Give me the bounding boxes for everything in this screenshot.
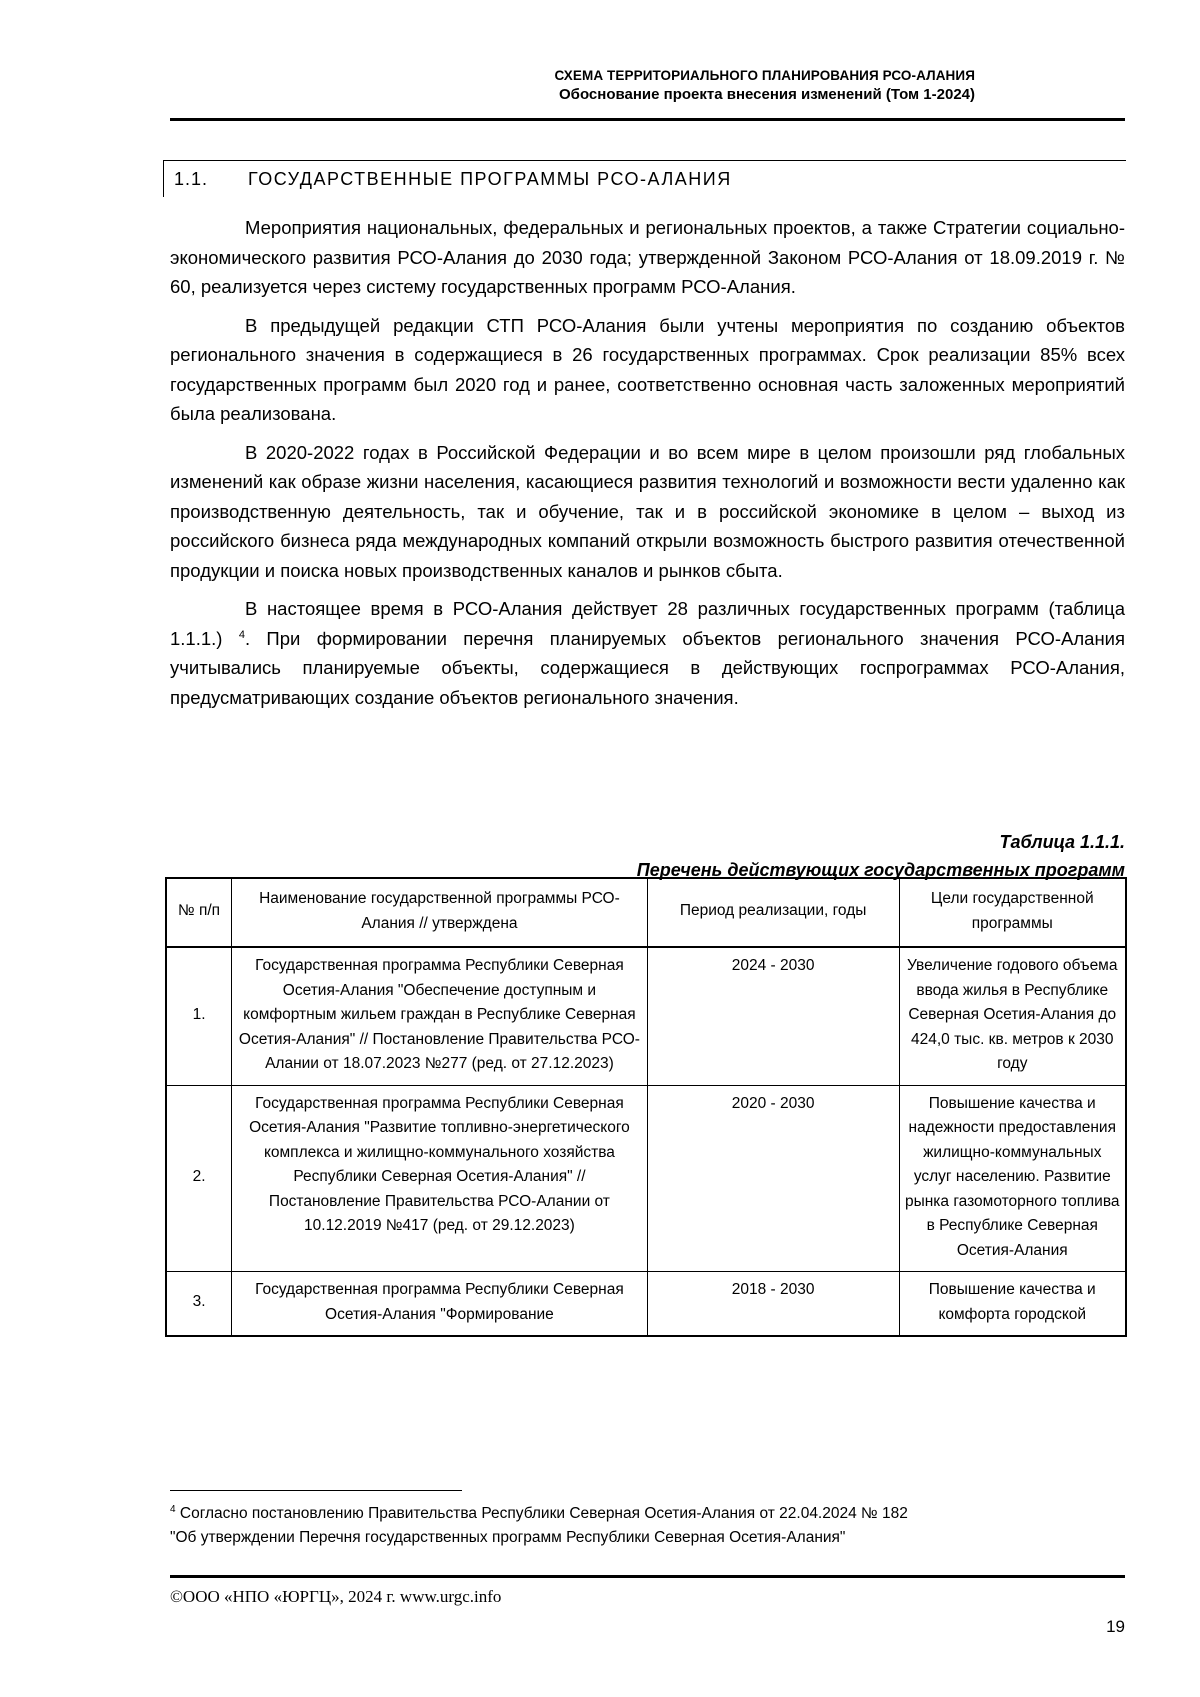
footnote-text: "Об утверждении Перечня государственных программ Республики Северная Осетия-Алания" [170, 1529, 846, 1546]
paragraph [170, 594, 1125, 712]
cell-goal: Увеличение годового объема ввода жилья в Республике Северная Осетия-Алания до 424,0 тыс. кв. метров к 2030 году [899, 947, 1126, 1085]
footnote-text: Согласно постановлению Правительства Республики Северная Осетия-Алания от 22.04.2024 № 182 [179, 1505, 908, 1522]
body-text [170, 213, 1125, 721]
column-header-period: Период реализации, годы [647, 878, 899, 947]
header-subtitle: Обоснование проекта внесения изменений (Том 1-2024) [559, 86, 975, 103]
section-title: ГОСУДАРСТВЕННЫЕ ПРОГРАММЫ РСО-АЛАНИЯ [248, 169, 732, 189]
column-header-number: № п/п [166, 878, 232, 947]
table-row [166, 1085, 1126, 1272]
cell-name: Государственная программа Республики Северная Осетия-Алания "Обеспечение доступным и комфортным жильем граждан в Республике Северная Осетия-Алания" // Постановление Правительства РСО-Алании от 18.07.2023 №277 (ред. от 27.12.2023) [232, 947, 648, 1085]
paragraph: В предыдущей редакции СТП РСО-Алания были учтены мероприятия по созданию объектов регионального значения в содержащиеся в 26 государственных программах. Срок реализации 85% всех государственных программ был 2020 год и ранее, соответственно основная часть заложенных мероприятий была реализована. [170, 314, 1125, 424]
programs-table [165, 877, 1127, 1337]
footnote [170, 1502, 1125, 1550]
cell-period: 2024 - 2030 [647, 947, 899, 1085]
table-number: Таблица 1.1.1. [999, 832, 1125, 852]
footnote-separator [170, 1490, 462, 1491]
paragraph: В 2020-2022 годах в Российской Федерации и во всем мире в целом произошли ряд глобальных изменений как образе жизни населения, касающиеся развития технологий и возможности вести удаленно как производственную деятельность, так и обучение, так и в российской экономике в целом – выход из российского бизнеса ряда международных компаний открыли возможность быстрого развития отечественной продукции и поиска новых производственных каналов и рынков сбыта. [170, 441, 1125, 581]
section-heading [163, 160, 1126, 197]
column-header-goals: Цели государственной программы [899, 878, 1126, 947]
table-row [166, 947, 1126, 1085]
cell-name: Государственная программа Республики Северная Осетия-Алания "Развитие топливно-энергетического комплекса и жилищно-коммунального хозяйства Республики Северная Осетия-Алания" // Постановление Правительства РСО-Алании от 10.12.2019 №417 (ред. от 29.12.2023) [232, 1085, 648, 1272]
section-number: 1.1. [174, 169, 209, 189]
paragraph-text: В настоящее время в РСО-Алания действует 28 различных государственных программ (таблица 1.1.1.) [170, 598, 1125, 649]
footnote-marker: 4 [170, 1503, 176, 1515]
column-header-name: Наименование государственной программы РСО-Алания // утверждена [232, 878, 648, 947]
table-title: Перечень действующих государственных программ [636, 860, 1125, 880]
footnote-line [170, 1502, 1125, 1526]
table-header-row [166, 878, 1126, 947]
cell-period: 2018 - 2030 [647, 1272, 899, 1337]
cell-goal: Повышение качества и комфорта городской [899, 1272, 1126, 1337]
header-rule [170, 118, 1125, 121]
cell-number: 3. [166, 1272, 232, 1337]
cell-number: 2. [166, 1085, 232, 1272]
running-header [170, 68, 1125, 103]
header-title: СХЕМА ТЕРРИТОРИАЛЬНОГО ПЛАНИРОВАНИЯ РСО-АЛАНИЯ [554, 68, 975, 83]
cell-number: 1. [166, 947, 232, 1085]
table-caption [170, 828, 1125, 884]
cell-goal: Повышение качества и надежности предоставления жилищно-коммунальных услуг населению. Развитие рынка газомоторного топлива в Республике Северная Осетия-Алания [899, 1085, 1126, 1272]
paragraph-text: . При формировании перечня планируемых объектов регионального значения РСО-Алания учитывались планируемые объекты, содержащиеся в действующих госпрограммах РСО-Алания, предусматривающих создание объектов регионального значения. [170, 627, 1126, 708]
footer-copyright: ©ООО «НПО «ЮРГЦ», 2024 г. www.urgc.info [170, 1587, 502, 1606]
table-row [166, 1272, 1126, 1337]
cell-name: Государственная программа Республики Северная Осетия-Алания "Формирование [232, 1272, 648, 1337]
footer-rule [170, 1575, 1125, 1578]
page-number: 19 [1106, 1617, 1125, 1636]
paragraph: Мероприятия национальных, федеральных и региональных проектов, а также Стратегии социально-экономического развития РСО-Алания до 2030 года; утвержденной Законом РСО-Алания от 18.09.2019 г. № 60, реализуется через систему государственных программ РСО-Алания. [170, 217, 1125, 297]
footnote-reference[interactable]: 4 [238, 628, 245, 641]
cell-period: 2020 - 2030 [647, 1085, 899, 1272]
